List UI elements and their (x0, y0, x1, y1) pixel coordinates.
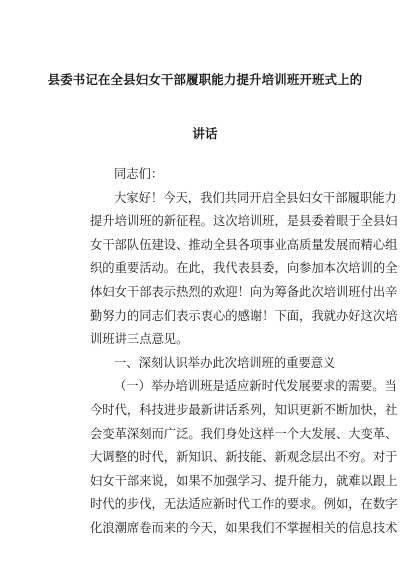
subsection-heading: （一）举办培训班是适应新时代发展要求的需要。当 (114, 379, 397, 394)
body-line: 会变革深刻而广泛。我们身处这样一个大发展、大变革、 (90, 426, 398, 441)
document-title-line1: 县委书记在全县妇女干部履职能力提升培训班开班式上的 (47, 72, 363, 87)
body-line: 女干部队伍建设、推动全县各项事业高质量发展而精心组 (90, 237, 398, 252)
section-heading: 一、深刻认识举办此次培训班的重要意义 (114, 355, 336, 370)
body-line: 大家好！今天，我们共同开启全县妇女干部履职能力 (114, 190, 397, 205)
body-line: 妇女干部来说，如果不加强学习、提升能力，就难以跟上 (90, 473, 398, 488)
body-line: 时代的步伐，无法适应新时代工作的要求。例如，在数字 (90, 497, 398, 512)
body-line: 勤努力的同志们表示衷心的感谢！下面，我就办好这次培 (90, 308, 398, 323)
document-title-line2: 讲话 (192, 126, 218, 141)
body-line: 提升培训班的新征程。这次培训班，是县委着眼于全县妇 (90, 214, 398, 229)
document-body (90, 163, 398, 541)
body-line: 化浪潮席卷而来的今天，如果我们不掌握相关的信息技术 (90, 520, 398, 535)
body-line: 织的重要活动。在此，我代表县委，向参加本次培训的全 (90, 261, 398, 276)
body-line: 体妇女干部表示热烈的欢迎！向为筹备此次培训班付出辛 (90, 284, 398, 299)
body-line: 训班讲三点意见。 (90, 332, 189, 347)
salutation: 同志们： (114, 167, 164, 181)
body-line: 今时代，科技进步最新讲话系列，知识更新不断加快，社 (90, 402, 398, 417)
body-line: 大调整的时代，新知识、新技能、新观念层出不穷。对于 (90, 450, 398, 465)
